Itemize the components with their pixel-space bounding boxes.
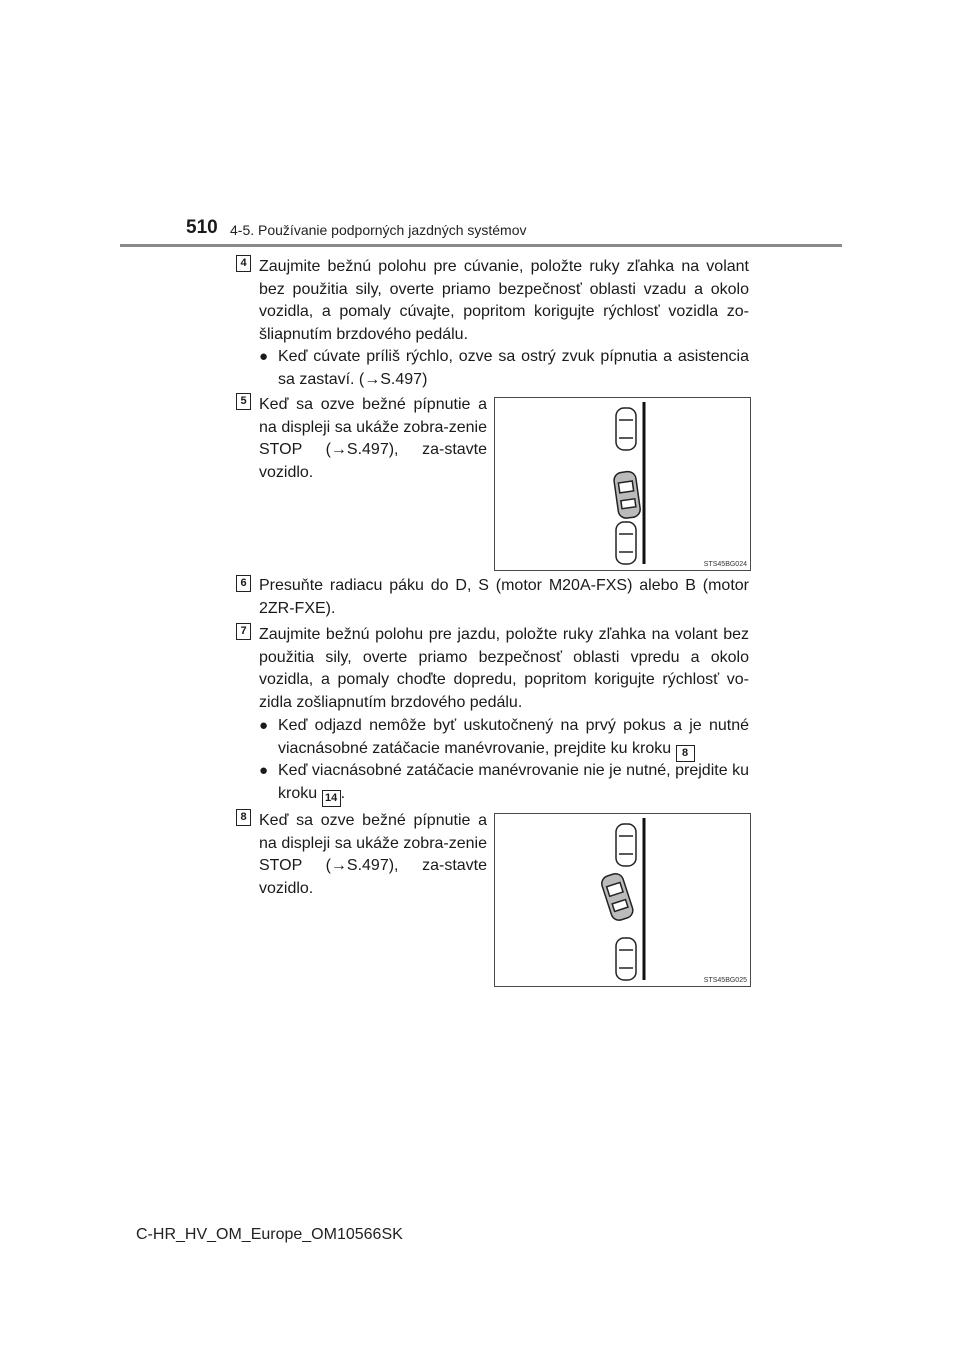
step-4-text: Zaujmite bežnú polohu pre cúvanie, položte ruky zľahka na volant bez použitia sily, overte priamo bezpečnosť oblasti vzadu a okolo vozidla, a pomaly cúvajte, popritom korigujte rýchlosť vozidla zo-šliapnutím brzdového pedálu. [259,258,749,343]
parking-diagram-2 [495,814,750,986]
bullet-text: Keď viacnásobné zatáčacie manévrovanie nie je nutné, prejdite ku kroku [278,762,749,802]
step-4-bullet-1 [259,346,749,391]
step-6-text: Presuňte radiacu páku do D, S (motor M20A-FXS) alebo B (motor 2ZR-FXE). [259,577,749,617]
car-front-icon [616,824,636,866]
step-number-8: 8 [236,809,251,826]
bullet-text: Keď cúvate príliš rýchlo, ozve sa ostrý zvuk pípnutia a asistencia sa zastaví. (→S.497) [278,348,749,388]
step-ref-8[interactable]: 8 [676,745,695,762]
step-number-5: 5 [236,393,251,410]
figure-code: STS45BG025 [703,977,747,984]
step-7-text: Zaujmite bežnú polohu pre jazdu, položte ruky zľahka na volant bez použitia sily, overte priamo bezpečnosť oblasti vpredu a okolo vozidla, a pomaly choďte dopredu, popritom korigujte rýchlosť vo-zidla zošliapnutím brzdového pedálu. [259,626,749,711]
car-ego-icon [613,471,641,520]
figure-code: STS45BG024 [703,561,747,568]
header-rule [120,244,842,247]
figure-parking-step-8 [494,813,751,987]
car-ego-icon [600,872,635,923]
parking-diagram-1 [495,398,750,570]
figure-parking-step-5 [494,397,751,571]
step-5-text: Keď sa ozve bežné pípnutie a na displeji sa ukáže zobra-zenie STOP (→S.497), za-stavte vozidlo. [259,396,487,481]
step-7-bullet-2 [259,760,749,807]
bullet-icon: ● [259,348,269,365]
page-number: 510 [186,217,218,238]
step-ref-14[interactable]: 14 [322,790,341,807]
footer-doc-code: C-HR_HV_OM_Europe_OM10566SK [136,1226,403,1243]
step-7-bullet-1 [259,715,749,762]
bullet-tail: . [340,784,346,802]
car-rear-icon [616,938,636,980]
bullet-body [259,760,749,807]
bullet-body [259,715,749,762]
bullet-icon: ● [259,717,269,734]
car-rear-icon [616,522,636,564]
step-number-6: 6 [236,575,251,592]
step-8-text: Keď sa ozve bežné pípnutie a na displeji sa ukáže zobra-zenie STOP (→S.497), za-stavte vozidlo. [259,812,487,897]
step-number-4: 4 [236,255,251,272]
section-title: 4-5. Používanie podporných jazdných systémov [230,222,527,238]
step-number-7: 7 [236,623,251,640]
bullet-text: Keď odjazd nemôže byť uskutočnený na prvý pokus a je nutné viacnásobné zatáčacie manévrovanie, prejdite ku kroku [278,717,749,757]
car-front-icon [616,408,636,450]
bullet-icon: ● [259,762,269,779]
